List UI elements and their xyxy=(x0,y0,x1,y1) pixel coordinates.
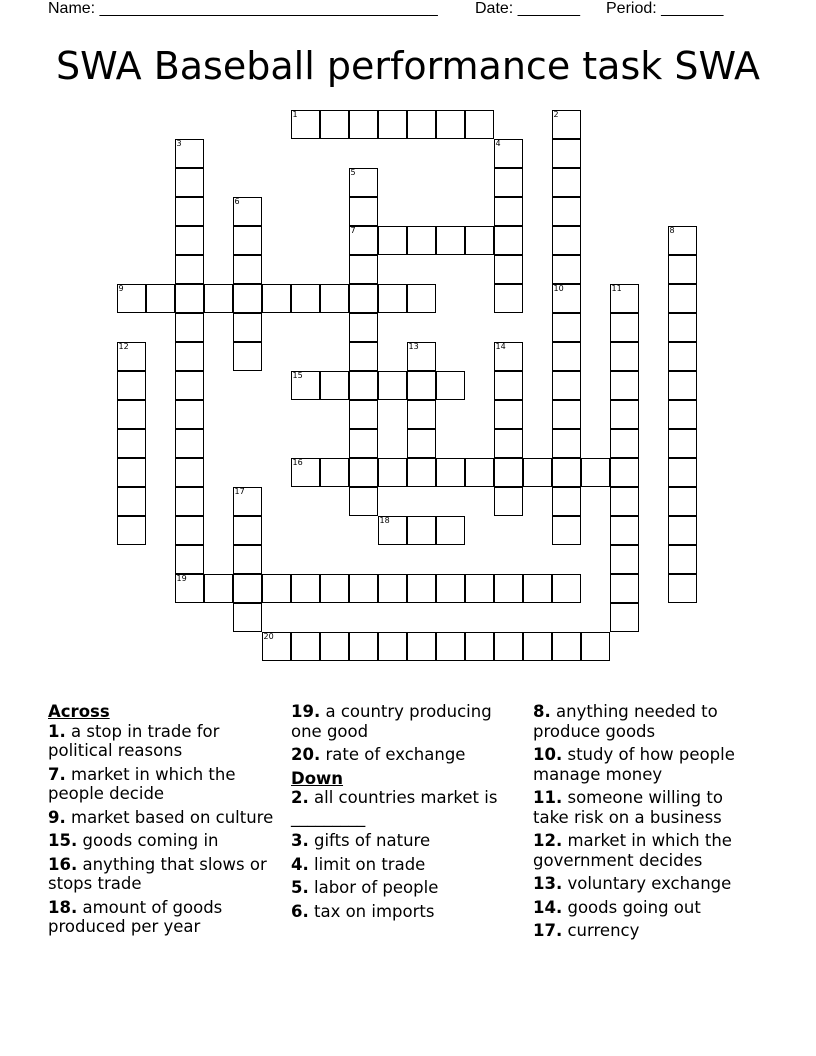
grid-cell[interactable] xyxy=(175,226,204,255)
clue-number-label: 13 xyxy=(408,341,419,351)
grid-cell[interactable] xyxy=(175,313,204,342)
grid-cell[interactable] xyxy=(378,516,407,545)
grid-cell[interactable] xyxy=(465,574,494,603)
grid-cell[interactable] xyxy=(407,429,436,458)
down-clue-text: limit on trade xyxy=(308,854,426,874)
clue-number-label: 3 xyxy=(176,138,182,148)
down-clue xyxy=(533,788,763,827)
grid-cell[interactable] xyxy=(320,110,349,139)
across-clue-text: market in which the people decide xyxy=(48,764,236,803)
down-clue xyxy=(291,788,521,827)
grid-cell[interactable] xyxy=(581,632,610,661)
clue-number-label: 4 xyxy=(495,138,501,148)
grid-cell[interactable] xyxy=(349,255,378,284)
grid-cell[interactable] xyxy=(465,458,494,487)
grid-cell[interactable] xyxy=(349,371,378,400)
grid-cell[interactable] xyxy=(320,284,349,313)
grid-cell[interactable] xyxy=(349,197,378,226)
grid-cell[interactable] xyxy=(494,371,523,400)
down-clue-text: tax on imports xyxy=(308,901,435,921)
grid-cell[interactable] xyxy=(320,574,349,603)
grid-cell[interactable] xyxy=(262,284,291,313)
grid-cell[interactable] xyxy=(494,168,523,197)
grid-cell[interactable] xyxy=(291,574,320,603)
grid-cell[interactable] xyxy=(233,487,262,516)
grid-cell[interactable] xyxy=(610,342,639,371)
down-clue-number: 12. xyxy=(533,831,563,850)
grid-cell[interactable] xyxy=(523,458,552,487)
grid-cell[interactable] xyxy=(378,284,407,313)
clue-number-label: 5 xyxy=(350,167,356,177)
grid-cell[interactable] xyxy=(233,197,262,226)
grid-cell[interactable] xyxy=(175,342,204,371)
across-clue-text: goods coming in xyxy=(77,831,219,850)
across-clue-number: 9. xyxy=(48,807,66,827)
down-clue-number: 14. xyxy=(533,897,563,917)
down-clue-number: 5. xyxy=(291,878,309,897)
grid-cell[interactable] xyxy=(610,284,639,313)
grid-cell[interactable] xyxy=(117,400,146,429)
grid-cell[interactable] xyxy=(494,400,523,429)
grid-cell[interactable] xyxy=(552,458,581,487)
grid-cell[interactable] xyxy=(349,574,378,603)
grid-cell[interactable] xyxy=(175,139,204,168)
grid-cell[interactable] xyxy=(262,632,291,661)
down-clue-list-continued xyxy=(533,702,763,941)
clues-column-1 xyxy=(48,702,278,941)
grid-cell[interactable] xyxy=(610,545,639,574)
clue-number-label: 11 xyxy=(611,283,622,293)
clue-number-label: 15 xyxy=(292,370,303,380)
clue-number-label: 19 xyxy=(176,573,187,583)
grid-cell[interactable] xyxy=(233,226,262,255)
grid-cell[interactable] xyxy=(291,458,320,487)
grid-cell[interactable] xyxy=(175,168,204,197)
clue-number-label: 2 xyxy=(553,109,559,119)
grid-cell[interactable] xyxy=(494,197,523,226)
grid-cell[interactable] xyxy=(204,574,233,603)
grid-cell[interactable] xyxy=(436,110,465,139)
grid-cell[interactable] xyxy=(378,632,407,661)
across-clue-text: a country producing one good xyxy=(291,702,492,741)
across-clue-text: a stop in trade for political reasons xyxy=(48,721,220,760)
down-clue-number: 13. xyxy=(533,874,563,893)
grid-cell[interactable] xyxy=(291,371,320,400)
grid-cell[interactable] xyxy=(668,255,697,284)
grid-cell[interactable] xyxy=(494,487,523,516)
down-clue xyxy=(533,874,763,894)
grid-cell[interactable] xyxy=(610,429,639,458)
grid-cell[interactable] xyxy=(175,516,204,545)
down-clue-number: 8. xyxy=(533,702,551,721)
across-clue-text: anything that slows or stops trade xyxy=(48,854,267,893)
grid-cell[interactable] xyxy=(465,226,494,255)
grid-cell[interactable] xyxy=(117,429,146,458)
grid-cell[interactable] xyxy=(378,458,407,487)
down-clue-number: 3. xyxy=(291,831,309,850)
grid-cell[interactable] xyxy=(349,110,378,139)
grid-cell[interactable] xyxy=(523,574,552,603)
grid-cell[interactable] xyxy=(349,226,378,255)
grid-cell[interactable] xyxy=(407,574,436,603)
grid-cell[interactable] xyxy=(610,487,639,516)
grid-cell[interactable] xyxy=(668,226,697,255)
down-clue-number: 2. xyxy=(291,788,309,807)
clues-column-2 xyxy=(291,702,521,925)
clue-number-label: 20 xyxy=(263,631,274,641)
grid-cell[interactable] xyxy=(668,574,697,603)
clue-number-label: 9 xyxy=(118,283,124,293)
grid-cell[interactable] xyxy=(407,400,436,429)
grid-cell[interactable] xyxy=(407,371,436,400)
down-clue-number: 11. xyxy=(533,788,563,807)
grid-cell[interactable] xyxy=(378,226,407,255)
grid-cell[interactable] xyxy=(262,574,291,603)
across-clue xyxy=(48,855,278,894)
grid-cell[interactable] xyxy=(407,516,436,545)
clue-number-label: 18 xyxy=(379,515,390,525)
down-clue-text: study of how people manage money xyxy=(533,745,735,784)
grid-cell[interactable] xyxy=(610,574,639,603)
grid-cell[interactable] xyxy=(436,632,465,661)
clue-number-label: 16 xyxy=(292,457,303,467)
grid-cell[interactable] xyxy=(378,110,407,139)
grid-cell[interactable] xyxy=(291,632,320,661)
grid-cell[interactable] xyxy=(436,458,465,487)
across-clue-number: 7. xyxy=(48,764,66,784)
grid-cell[interactable] xyxy=(436,516,465,545)
down-clue-text: voluntary exchange xyxy=(562,874,732,893)
grid-cell[interactable] xyxy=(407,632,436,661)
grid-cell[interactable] xyxy=(494,284,523,313)
grid-cell[interactable] xyxy=(610,371,639,400)
down-clue xyxy=(291,878,521,898)
grid-cell[interactable] xyxy=(175,255,204,284)
grid-cell[interactable] xyxy=(668,313,697,342)
grid-cell[interactable] xyxy=(175,371,204,400)
down-clue-text: labor of people xyxy=(308,878,439,897)
grid-cell[interactable] xyxy=(465,632,494,661)
across-clue xyxy=(48,765,278,804)
grid-cell[interactable] xyxy=(175,574,204,603)
grid-cell[interactable] xyxy=(668,342,697,371)
grid-cell[interactable] xyxy=(610,313,639,342)
grid-cell[interactable] xyxy=(175,545,204,574)
grid-cell[interactable] xyxy=(349,632,378,661)
grid-cell[interactable] xyxy=(552,400,581,429)
grid-cell[interactable] xyxy=(610,400,639,429)
down-clue xyxy=(533,702,763,741)
grid-cell[interactable] xyxy=(117,371,146,400)
grid-cell[interactable] xyxy=(407,284,436,313)
grid-cell[interactable] xyxy=(349,313,378,342)
grid-cell[interactable] xyxy=(552,371,581,400)
grid-cell[interactable] xyxy=(349,400,378,429)
grid-cell[interactable] xyxy=(552,487,581,516)
down-clue-number: 17. xyxy=(533,921,563,940)
down-clue xyxy=(533,745,763,784)
clue-number-label: 1 xyxy=(292,109,298,119)
grid-cell[interactable] xyxy=(610,458,639,487)
grid-cell[interactable] xyxy=(233,516,262,545)
grid-cell[interactable] xyxy=(233,342,262,371)
down-clue-text: currency xyxy=(562,921,640,940)
clue-number-label: 6 xyxy=(234,196,240,206)
grid-cell[interactable] xyxy=(378,371,407,400)
grid-cell[interactable] xyxy=(117,284,146,313)
grid-cell[interactable] xyxy=(494,226,523,255)
grid-cell[interactable] xyxy=(175,487,204,516)
across-clue xyxy=(48,808,278,828)
grid-cell[interactable] xyxy=(175,284,204,313)
down-clue-text: anything needed to produce goods xyxy=(533,702,718,741)
grid-cell[interactable] xyxy=(349,429,378,458)
down-clue-list xyxy=(291,788,521,921)
grid-cell[interactable] xyxy=(552,110,581,139)
grid-cell[interactable] xyxy=(349,458,378,487)
grid-cell[interactable] xyxy=(291,110,320,139)
grid-cell[interactable] xyxy=(204,284,233,313)
grid-cell[interactable] xyxy=(552,632,581,661)
grid-cell[interactable] xyxy=(175,197,204,226)
grid-cell[interactable] xyxy=(233,284,262,313)
across-clue-number: 16. xyxy=(48,854,78,874)
grid-cell[interactable] xyxy=(436,371,465,400)
grid-cell[interactable] xyxy=(378,574,407,603)
grid-cell[interactable] xyxy=(407,342,436,371)
across-clue xyxy=(48,831,278,851)
across-heading: Across xyxy=(48,702,110,721)
across-clue-list-continued xyxy=(291,702,521,765)
grid-cell[interactable] xyxy=(581,458,610,487)
grid-cell[interactable] xyxy=(233,545,262,574)
grid-cell[interactable] xyxy=(494,574,523,603)
down-clue-text: someone willing to take risk on a business xyxy=(533,788,723,827)
down-heading: Down xyxy=(291,768,344,788)
grid-cell[interactable] xyxy=(349,168,378,197)
down-clue-text: all countries market is _________ xyxy=(291,788,498,827)
clues-column-3 xyxy=(533,702,763,945)
grid-cell[interactable] xyxy=(407,226,436,255)
down-clue-number: 6. xyxy=(291,901,309,921)
grid-cell[interactable] xyxy=(552,255,581,284)
across-clue-number: 18. xyxy=(48,897,78,917)
grid-cell[interactable] xyxy=(291,284,320,313)
across-clue xyxy=(291,745,521,765)
grid-cell[interactable] xyxy=(552,168,581,197)
grid-cell[interactable] xyxy=(494,255,523,284)
down-clue xyxy=(291,831,521,851)
grid-cell[interactable] xyxy=(668,458,697,487)
grid-cell[interactable] xyxy=(320,632,349,661)
grid-cell[interactable] xyxy=(494,139,523,168)
across-clue xyxy=(48,898,278,937)
grid-cell[interactable] xyxy=(320,458,349,487)
grid-cell[interactable] xyxy=(552,284,581,313)
down-clue xyxy=(533,921,763,941)
across-clue-number: 19. xyxy=(291,702,321,721)
across-clue xyxy=(48,722,278,761)
down-clue-text: gifts of nature xyxy=(308,831,431,850)
grid-cell[interactable] xyxy=(552,139,581,168)
across-clue-number: 20. xyxy=(291,745,321,764)
down-clue xyxy=(533,831,763,870)
grid-cell[interactable] xyxy=(233,313,262,342)
grid-cell[interactable] xyxy=(552,197,581,226)
grid-cell[interactable] xyxy=(668,487,697,516)
grid-cell[interactable] xyxy=(117,516,146,545)
down-clue-text: market in which the government decides xyxy=(533,831,732,870)
across-clue-list xyxy=(48,722,278,937)
grid-cell[interactable] xyxy=(668,371,697,400)
grid-cell[interactable] xyxy=(552,516,581,545)
grid-cell[interactable] xyxy=(233,255,262,284)
grid-cell[interactable] xyxy=(610,603,639,632)
down-clue-number: 4. xyxy=(291,854,309,874)
grid-cell[interactable] xyxy=(668,429,697,458)
grid-cell[interactable] xyxy=(552,574,581,603)
grid-cell[interactable] xyxy=(175,458,204,487)
grid-cell[interactable] xyxy=(668,284,697,313)
clue-number-label: 17 xyxy=(234,486,245,496)
down-clue-number: 10. xyxy=(533,745,563,764)
down-clue xyxy=(291,855,521,875)
down-clue xyxy=(533,898,763,918)
clue-number-label: 12 xyxy=(118,341,129,351)
clue-number-label: 8 xyxy=(669,225,675,235)
grid-cell[interactable] xyxy=(552,429,581,458)
grid-cell[interactable] xyxy=(494,458,523,487)
clue-number-label: 14 xyxy=(495,341,506,351)
clue-number-label: 10 xyxy=(553,283,564,293)
grid-cell[interactable] xyxy=(117,487,146,516)
grid-cell[interactable] xyxy=(349,284,378,313)
grid-cell[interactable] xyxy=(668,545,697,574)
down-clue-text: goods going out xyxy=(562,897,701,917)
down-clue xyxy=(291,902,521,922)
grid-cell[interactable] xyxy=(233,603,262,632)
across-clue-text: market based on culture xyxy=(65,807,274,827)
across-clue-number: 15. xyxy=(48,831,78,850)
grid-cell[interactable] xyxy=(552,342,581,371)
grid-cell[interactable] xyxy=(407,110,436,139)
across-clue xyxy=(291,702,521,741)
across-clue-number: 1. xyxy=(48,721,66,741)
grid-cell[interactable] xyxy=(349,342,378,371)
grid-cell[interactable] xyxy=(610,516,639,545)
grid-cell[interactable] xyxy=(494,429,523,458)
grid-cell[interactable] xyxy=(494,632,523,661)
grid-cell[interactable] xyxy=(117,342,146,371)
grid-cell[interactable] xyxy=(175,400,204,429)
name-field[interactable]: Name: ______________________________________ xyxy=(48,0,438,17)
grid-cell[interactable] xyxy=(436,574,465,603)
period-field[interactable]: Period: _______ xyxy=(606,0,724,17)
clue-number-label: 7 xyxy=(350,225,356,235)
page-title: SWA Baseball performance task SWA xyxy=(56,44,760,88)
grid-cell[interactable] xyxy=(668,400,697,429)
grid-cell[interactable] xyxy=(668,516,697,545)
grid-cell[interactable] xyxy=(233,574,262,603)
grid-cell[interactable] xyxy=(175,429,204,458)
grid-cell[interactable] xyxy=(407,458,436,487)
grid-cell[interactable] xyxy=(117,458,146,487)
grid-cell[interactable] xyxy=(552,313,581,342)
grid-cell[interactable] xyxy=(465,110,494,139)
grid-cell[interactable] xyxy=(436,226,465,255)
date-field[interactable]: Date: _______ xyxy=(475,0,580,17)
across-clue-text: amount of goods produced per year xyxy=(48,897,223,936)
grid-cell[interactable] xyxy=(494,342,523,371)
grid-cell[interactable] xyxy=(523,632,552,661)
grid-cell[interactable] xyxy=(146,284,175,313)
grid-cell[interactable] xyxy=(349,487,378,516)
grid-cell[interactable] xyxy=(320,371,349,400)
across-clue-text: rate of exchange xyxy=(320,745,466,764)
grid-cell[interactable] xyxy=(552,226,581,255)
